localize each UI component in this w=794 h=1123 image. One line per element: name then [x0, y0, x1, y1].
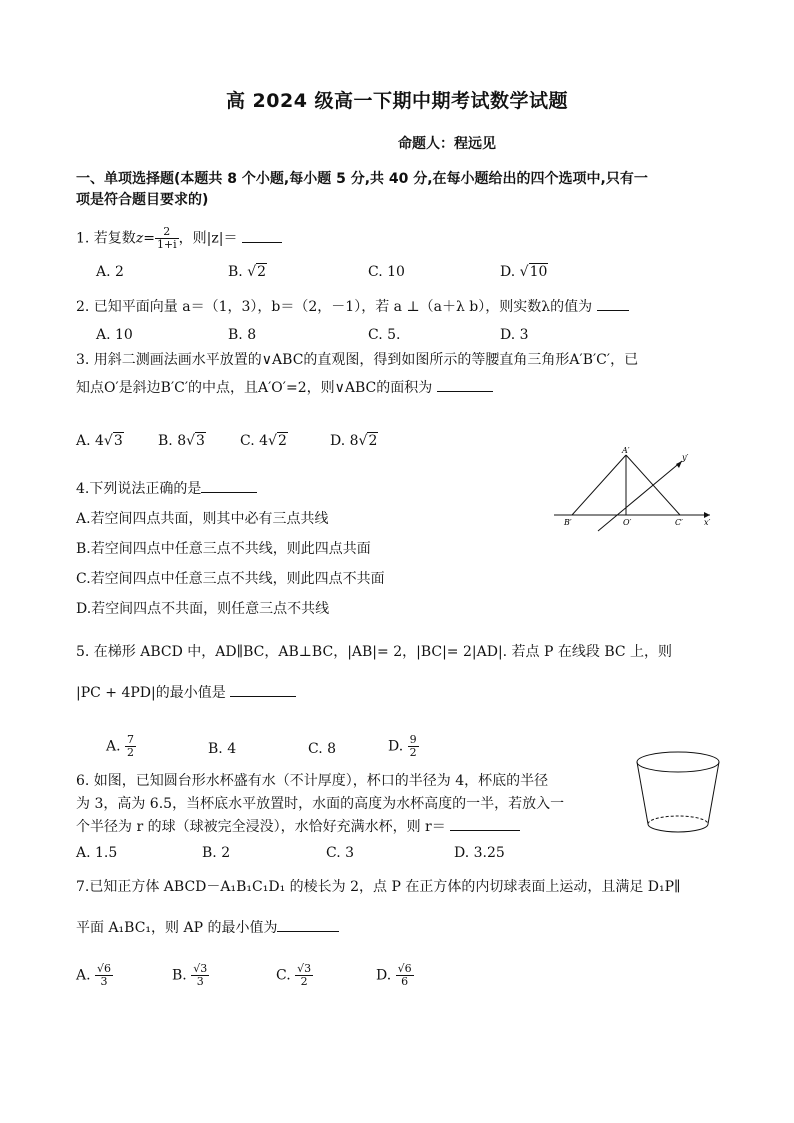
cup-rim — [637, 752, 719, 772]
author-line: 命题人：程远见 — [398, 136, 496, 152]
answer-blank[interactable] — [242, 228, 282, 243]
q3-option-c: C. 4√2 — [240, 433, 287, 449]
cup-right-side — [708, 762, 719, 824]
question-5-line1: 5. 在梯形 ABCD 中，AD∥BC，AB⊥BC，|AB|= 2，|BC|= 2|AD|. 若点 P 在线段 BC 上，则 — [76, 644, 673, 660]
question-7-line2: 平面 A₁BC₁，则 AP 的最小值为 — [76, 917, 339, 937]
q7-option-b: B. $\frac{√3}{3}$ — [172, 962, 208, 988]
q7-option-a: A. $\frac{√6}{3}$ — [76, 962, 112, 988]
q1-option-a: A. 2 — [96, 264, 124, 280]
answer-blank[interactable] — [230, 682, 296, 697]
question-3-line1: 3. 用斜二测画法画水平放置的∨ABC的直观图，得到如图所示的等腰直角三角形A′B′C′，已 — [76, 352, 639, 368]
q2-option-d: D. 3 — [500, 327, 529, 343]
edge-ac — [626, 455, 680, 515]
q7-option-c: C. $\frac{√3}{2}$ — [276, 962, 312, 988]
q1-option-c: C. 10 — [368, 264, 405, 280]
q2-option-c: C. 5. — [368, 327, 401, 343]
label-c: C′ — [675, 518, 683, 527]
page-title: 高 2024 级高一下期中期考试数学试题 — [225, 90, 569, 112]
question-4-stem: 4.下列说法正确的是 — [76, 478, 257, 498]
answer-blank[interactable] — [277, 917, 339, 932]
q5-option-c: C. 8 — [308, 741, 337, 757]
q3-option-b: B. 8√3 — [158, 433, 205, 449]
q5-option-d: D. $\frac{9}{2}$ — [388, 733, 417, 759]
answer-blank[interactable] — [437, 377, 493, 392]
q4-option-d: D.若空间四点不共面，则任意三点不共线 — [76, 601, 330, 617]
q6-option-d: D. 3.25 — [454, 845, 505, 861]
q5-option-a: A. $\frac{7}{2}$ — [106, 733, 135, 759]
cup-base-front — [648, 824, 708, 832]
question-5-line2: |PC + 4PD|的最小值是 — [76, 682, 296, 702]
question-6-line2: 为 3，高为 6.5，当杯底水平放置时，水面的高度为水杯高度的一半，若放入一 — [76, 796, 565, 812]
question-6-line1: 6. 如图，已知圆台形水杯盛有水（不计厚度），杯口的半径为 4，杯底的半径 — [76, 773, 549, 789]
label-y: y′ — [682, 453, 689, 462]
label-x: x′ — [704, 518, 711, 527]
q6-option-b: B. 2 — [202, 845, 231, 861]
q2-option-b: B. 8 — [228, 327, 257, 343]
oblique-triangle-figure — [548, 445, 718, 535]
frustum-cup-figure — [634, 748, 722, 836]
label-o: O′ — [623, 518, 632, 527]
question-3-line2: 知点O′是斜边B′C′的中点，且A′O′=2，则∨ABC的面积为 — [76, 377, 493, 397]
q1-option-b: B. √2 — [228, 264, 267, 280]
answer-blank[interactable] — [450, 816, 520, 831]
question-7-line1: 7.已知正方体 ABCD－A₁B₁C₁D₁ 的棱长为 2，点 P 在正方体的内切球表面上运动，且满足 D₁P∥ — [76, 879, 681, 895]
q1-option-d: D. √10 — [500, 264, 548, 280]
cup-base-back — [648, 816, 708, 824]
q3-option-a: A. 4√3 — [76, 433, 123, 449]
q4-option-c: C.若空间四点中任意三点不共线，则此四点不共面 — [76, 571, 385, 587]
section-heading-line2: 项是符合题目要求的) — [76, 192, 209, 208]
q2-option-a: A. 10 — [96, 327, 133, 343]
answer-blank[interactable] — [201, 478, 257, 493]
label-b: B′ — [564, 518, 572, 527]
q6-option-c: C. 3 — [326, 845, 355, 861]
section-heading-line1: 一、单项选择题(本题共 8 个小题,每小题 5 分,共 40 分,在每小题给出的四个选项中,只有一 — [76, 171, 648, 187]
q7-option-d: D. $\frac{√6}{6}$ — [376, 962, 412, 988]
q4-option-b: B.若空间四点中任意三点不共线，则此四点共面 — [76, 541, 371, 557]
q6-option-a: A. 1.5 — [76, 845, 118, 861]
question-2-stem: 2. 已知平面向量 a＝（1，3），b＝（2，－1），若 a ⊥（a＋λ b），则实数λ的值为 — [76, 296, 629, 316]
answer-blank[interactable] — [597, 296, 629, 311]
q1-fraction: $\frac{2}{1+i}$ — [156, 225, 177, 251]
y-axis-arrow — [676, 461, 682, 468]
cup-left-side — [637, 762, 648, 824]
question-1-stem: 1. 若复数z= $\frac{2}{1+i}$ ，则|z|＝ — [76, 226, 282, 251]
q5-option-b: B. 4 — [208, 741, 237, 757]
edge-ba — [572, 455, 626, 515]
label-a: A′ — [622, 446, 630, 455]
q3-option-d: D. 8√2 — [330, 433, 378, 449]
question-6-line3: 个半径为 r 的球（球被完全浸没），水恰好充满水杯，则 r＝ — [76, 816, 520, 836]
q4-option-a: A.若空间四点共面，则其中必有三点共线 — [76, 511, 329, 527]
